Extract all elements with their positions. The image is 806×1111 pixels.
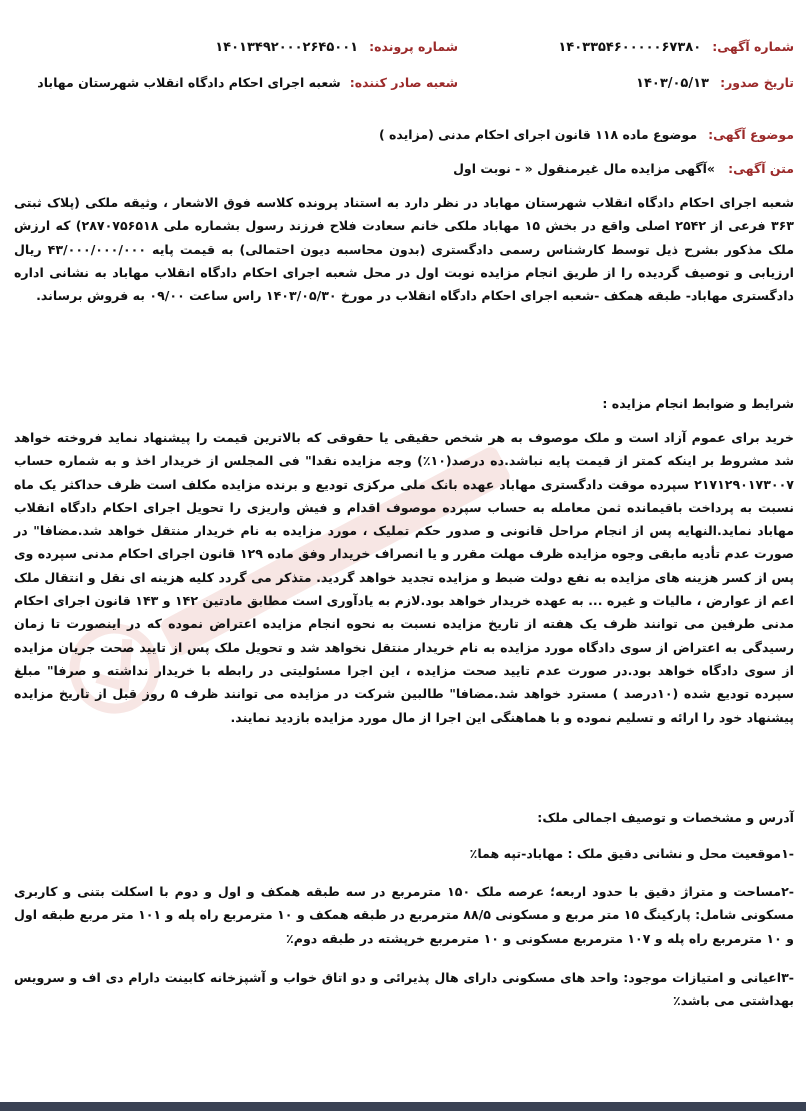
issue-date [636, 72, 794, 91]
ad-text-label: متن آگهی: [728, 161, 794, 176]
issuing-branch [37, 72, 458, 91]
intro-paragraph: شعبه اجرای احکام دادگاه انقلاب شهرستان مهاباد در نظر دارد به استناد پرونده کلاسه فوق الاشعار ، وثیقه ملکی (پلاک ثبتی ۳۶۳ فرعی از ۲۵۴۲ اصلی واقع در بخش ۱۵ مهاباد ملکی خانم سعادت فلاح فرزند رسول بشماره ملی ۲۸۷۰۷۵۶۵۱۸) که ارزش ملک مذکور بشرح ذیل توسط کارشناس رسمی دادگستری (بدون محاسبه دیون احتمالی) به قیمت پایه ۴۳/۰۰۰/۰۰۰/۰۰۰ ریال ارزیابی و توصیف گردیده را از طریق انجام مزایده نوبت اول در محل شعبه اجرای احکام دادگاه انقلاب مهاباد به نشانی اداره دادگستری مهاباد- طبقه همکف -شعبه اجرای احکام دادگاه انقلاب در مورخ ۱۴۰۳/۰۵/۳۰ راس ساعت ۰۹/۰۰ به فروش برساند. [14, 195, 794, 304]
property-location-item: -۱موقعیت محل و نشانی دقیق ملک : مهاباد-تپه هما٪ [469, 846, 794, 861]
subject-value: موضوع ماده ۱۱۸ قانون اجرای احکام مدنی (مزایده ) [378, 127, 698, 142]
case-number-label: شماره پرونده: [369, 39, 458, 54]
ad-text-heading [453, 158, 794, 177]
issue-date-value: ۱۴۰۳/۰۵/۱۳ [636, 76, 709, 91]
case-number [215, 36, 458, 55]
issuing-branch-label: شعبه صادر کننده: [349, 75, 458, 90]
ad-number-value: ۱۴۰۳۳۵۴۶۰۰۰۰۰۶۷۳۸۰ [558, 40, 702, 55]
issue-date-label: تاریخ صدور: [720, 75, 794, 90]
footer-bar [0, 1102, 806, 1111]
address-title: آدرس و مشخصات و توصیف اجمالی ملک: [537, 810, 794, 825]
ad-text-value: »آگهی مزایده مال غیرمنقول « - نوبت اول [453, 161, 715, 176]
case-number-value: ۱۴۰۱۳۴۹۲۰۰۰۲۶۴۵۰۰۱ [215, 40, 359, 55]
property-area-item: -۲مساحت و متراژ دقیق با حدود اربعه؛ عرصه ملک ۱۵۰ مترمربع در سه طبقه همکف و اول و دوم با اسکلت بتنی و کاربری مسکونی شامل: پارکینگ ۱۵ متر مربع و مسکونی ۸۸/۵ مترمربع در طبقه همکف و ۱۰ مترمربع راه پله و ۱۰۱ متر مربع طبقه اول و ۱۰ مترمربع راه پله و ۱۰۷ مترمربع مسکونی و ۱۰ مترمربع خرپشته در طبقه دوم٪ [14, 884, 794, 946]
conditions-title: شرایط و ضوابط انجام مزایده : [602, 396, 794, 411]
issuing-branch-value: شعبه اجرای احکام دادگاه انقلاب شهرستان مهاباد [37, 75, 341, 90]
ad-number [558, 36, 794, 55]
property-features-item: -۳اعیانی و امتیازات موجود: واحد های مسکونی دارای هال پذیرائی و دو اتاق خواب و آشپزخانه کابینت دارام دی اف و سرویس بهداشتی می باشد٪ [14, 970, 794, 1009]
subject-label: موضوع آگهی: [708, 127, 794, 142]
subject [379, 124, 794, 143]
conditions-paragraph: خرید برای عموم آزاد است و ملک موصوف به هر شخص حقیقی یا حقوقی که بالاترین قیمت را پیشنهاد نماید فروخته خواهد شد مشروط بر اینکه کمتر از قیمت پایه نباشد.ده درصد(۱۰٪) وجه مزایده نقدا" فی المجلس از خریدار اخذ و به شماره حساب ۲۱۷۱۲۹۰۱۷۳۰۰۷ سپرده موقت دادگستری مهاباد عهده بانک ملی مرکزی تودیع و برنده مزایده مکلف است ظرف حداکثر یک ماه نسبت به پرداخت باقیمانده ثمن معامله به حساب سپرده موصوف اقدام و فیش واریزی را تحویل اجرای احکام دادگاه انقلاب مهاباد نماید.النهایه پس از انجام مراحل قانونی و صدور حکم تملیک ، مورد مزایده به نام خریدار منتقل خواهد شد.مضافا" در صورت عدم تأدیه مابقی وجوه مزایده ظرف مهلت مقرر و یا انصراف خریدار وفق ماده ۱۲۹ قانون اجرای احکام مدنی سپرده وی پس از کسر هزینه های مزایده به نفع دولت ضبط و مزایده تجدید خواهد گردید. متذکر می گردد کلیه هزینه ای نقل و انتقال ملک اعم از عوارض ، مالیات و غیره ... به عهده خریدار خواهد بود.لازم به یادآوری است مطابق مادتین ۱۴۲ و ۱۴۳ قانون اجرای احکام مدنی طرفین می توانند ظرف یک هفته از تاریخ مزایده نسبت به نحوه انجام مزایده اعتراض نموده که در اینصورت تا زمان رسیدگی به اعتراض از سوی دادگاه مورد مزایده به نام خریدار منتقل نخواهد شد و تحویل ملک پس از تایید صحت جریان مزایده از سوی دادگاه خواهد بود.در صورت عدم تایید صحت مزایده ، این اجرا مسئولیتی در رابطه با خریدار نداشته و صرفا" مبلغ سپرده تودیع شده (۱۰درصد ) مسترد خواهد شد.مضافا" طالبین شرکت در مزایده می توانند ظرف ۵ روز قبل از تاریخ مزایده پیشنهاد خود را ارائه و تسلیم نموده و با هماهنگی این اجرا از مال مورد مزایده بازدید نمایند. [14, 430, 794, 725]
ad-number-label: شماره آگهی: [712, 39, 794, 54]
